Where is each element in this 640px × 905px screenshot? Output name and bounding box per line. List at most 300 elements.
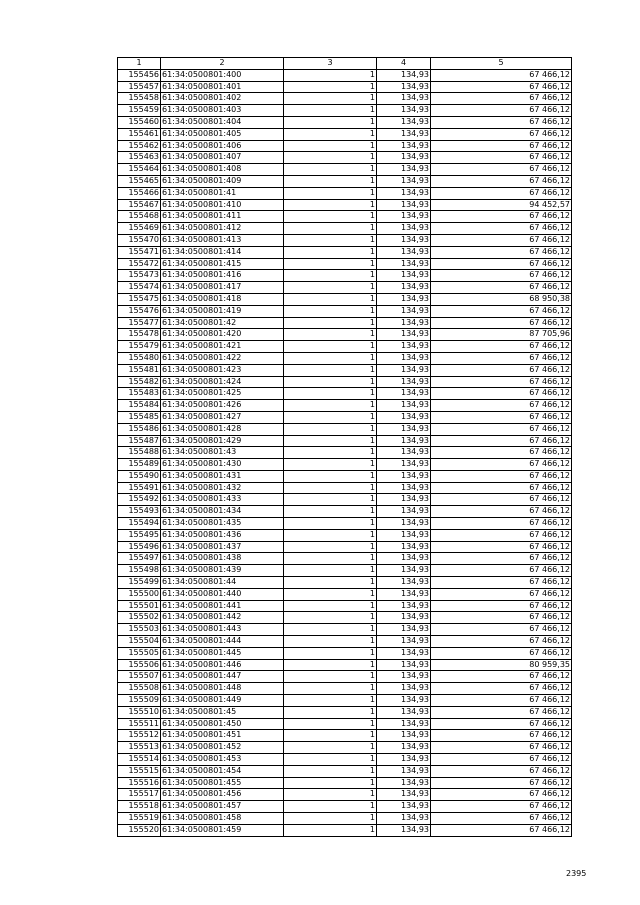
area-cell: 134,93 bbox=[377, 282, 431, 294]
value-cell: 67 466,12 bbox=[431, 577, 572, 589]
table-row bbox=[118, 282, 572, 294]
count-cell: 1 bbox=[284, 423, 377, 435]
count-cell: 1 bbox=[284, 400, 377, 412]
cadastral-number-cell: 61:34:0500801:427 bbox=[161, 411, 284, 423]
count-cell: 1 bbox=[284, 459, 377, 471]
area-cell: 134,93 bbox=[377, 647, 431, 659]
row-id-cell: 155520 bbox=[118, 824, 161, 836]
value-cell: 67 466,12 bbox=[431, 81, 572, 93]
value-cell: 67 466,12 bbox=[431, 612, 572, 624]
cadastral-number-cell: 61:34:0500801:424 bbox=[161, 376, 284, 388]
cadastral-number-cell: 61:34:0500801:429 bbox=[161, 435, 284, 447]
value-cell: 67 466,12 bbox=[431, 647, 572, 659]
cadastral-number-cell: 61:34:0500801:437 bbox=[161, 541, 284, 553]
cadastral-number-cell: 61:34:0500801:458 bbox=[161, 813, 284, 825]
area-cell: 134,93 bbox=[377, 364, 431, 376]
table-body bbox=[118, 69, 572, 836]
table-row bbox=[118, 624, 572, 636]
value-cell: 67 466,12 bbox=[431, 636, 572, 648]
table-row bbox=[118, 234, 572, 246]
row-id-cell: 155461 bbox=[118, 128, 161, 140]
table-row bbox=[118, 494, 572, 506]
table-row bbox=[118, 352, 572, 364]
cadastral-number-cell: 61:34:0500801:432 bbox=[161, 482, 284, 494]
header-col-5: 5 bbox=[431, 58, 572, 70]
row-id-cell: 155460 bbox=[118, 116, 161, 128]
table-row bbox=[118, 400, 572, 412]
table-row bbox=[118, 293, 572, 305]
area-cell: 134,93 bbox=[377, 199, 431, 211]
count-cell: 1 bbox=[284, 105, 377, 117]
count-cell: 1 bbox=[284, 93, 377, 105]
table-row bbox=[118, 754, 572, 766]
cadastral-number-cell: 61:34:0500801:41 bbox=[161, 187, 284, 199]
row-id-cell: 155465 bbox=[118, 175, 161, 187]
area-cell: 134,93 bbox=[377, 258, 431, 270]
area-cell: 134,93 bbox=[377, 506, 431, 518]
cadastral-number-cell: 61:34:0500801:408 bbox=[161, 164, 284, 176]
cadastral-number-cell: 61:34:0500801:409 bbox=[161, 175, 284, 187]
area-cell: 134,93 bbox=[377, 577, 431, 589]
count-cell: 1 bbox=[284, 636, 377, 648]
row-id-cell: 155491 bbox=[118, 482, 161, 494]
area-cell: 134,93 bbox=[377, 81, 431, 93]
cadastral-number-cell: 61:34:0500801:423 bbox=[161, 364, 284, 376]
cadastral-number-cell: 61:34:0500801:43 bbox=[161, 447, 284, 459]
table-row bbox=[118, 93, 572, 105]
table-row bbox=[118, 612, 572, 624]
row-id-cell: 155481 bbox=[118, 364, 161, 376]
cadastral-number-cell: 61:34:0500801:42 bbox=[161, 317, 284, 329]
cadastral-number-cell: 61:34:0500801:422 bbox=[161, 352, 284, 364]
value-cell: 67 466,12 bbox=[431, 789, 572, 801]
cadastral-number-cell: 61:34:0500801:442 bbox=[161, 612, 284, 624]
row-id-cell: 155485 bbox=[118, 411, 161, 423]
value-cell: 67 466,12 bbox=[431, 824, 572, 836]
row-id-cell: 155464 bbox=[118, 164, 161, 176]
area-cell: 134,93 bbox=[377, 423, 431, 435]
count-cell: 1 bbox=[284, 482, 377, 494]
count-cell: 1 bbox=[284, 518, 377, 530]
count-cell: 1 bbox=[284, 329, 377, 341]
table-row bbox=[118, 376, 572, 388]
table-row bbox=[118, 789, 572, 801]
value-cell: 67 466,12 bbox=[431, 718, 572, 730]
table-row bbox=[118, 341, 572, 353]
table-row bbox=[118, 529, 572, 541]
cadastral-number-cell: 61:34:0500801:440 bbox=[161, 588, 284, 600]
row-id-cell: 155489 bbox=[118, 459, 161, 471]
area-cell: 134,93 bbox=[377, 671, 431, 683]
cadastral-number-cell: 61:34:0500801:419 bbox=[161, 305, 284, 317]
cadastral-number-cell: 61:34:0500801:426 bbox=[161, 400, 284, 412]
cadastral-number-cell: 61:34:0500801:435 bbox=[161, 518, 284, 530]
cadastral-number-cell: 61:34:0500801:421 bbox=[161, 341, 284, 353]
table-row bbox=[118, 388, 572, 400]
cadastral-number-cell: 61:34:0500801:400 bbox=[161, 69, 284, 81]
row-id-cell: 155496 bbox=[118, 541, 161, 553]
table-row bbox=[118, 777, 572, 789]
value-cell: 67 466,12 bbox=[431, 541, 572, 553]
value-cell: 67 466,12 bbox=[431, 518, 572, 530]
area-cell: 134,93 bbox=[377, 659, 431, 671]
area-cell: 134,93 bbox=[377, 140, 431, 152]
row-id-cell: 155473 bbox=[118, 270, 161, 282]
row-id-cell: 155507 bbox=[118, 671, 161, 683]
header-col-3: 3 bbox=[284, 58, 377, 70]
row-id-cell: 155492 bbox=[118, 494, 161, 506]
cadastral-number-cell: 61:34:0500801:447 bbox=[161, 671, 284, 683]
row-id-cell: 155499 bbox=[118, 577, 161, 589]
header-col-1: 1 bbox=[118, 58, 161, 70]
table-row bbox=[118, 128, 572, 140]
area-cell: 134,93 bbox=[377, 69, 431, 81]
area-cell: 134,93 bbox=[377, 293, 431, 305]
count-cell: 1 bbox=[284, 588, 377, 600]
count-cell: 1 bbox=[284, 317, 377, 329]
table-row bbox=[118, 636, 572, 648]
value-cell: 67 466,12 bbox=[431, 128, 572, 140]
count-cell: 1 bbox=[284, 577, 377, 589]
count-cell: 1 bbox=[284, 506, 377, 518]
row-id-cell: 155467 bbox=[118, 199, 161, 211]
value-cell: 67 466,12 bbox=[431, 211, 572, 223]
count-cell: 1 bbox=[284, 789, 377, 801]
value-cell: 67 466,12 bbox=[431, 246, 572, 258]
cadastral-number-cell: 61:34:0500801:44 bbox=[161, 577, 284, 589]
cadastral-number-cell: 61:34:0500801:444 bbox=[161, 636, 284, 648]
cadastral-number-cell: 61:34:0500801:433 bbox=[161, 494, 284, 506]
table-row bbox=[118, 577, 572, 589]
value-cell: 67 466,12 bbox=[431, 588, 572, 600]
area-cell: 134,93 bbox=[377, 400, 431, 412]
area-cell: 134,93 bbox=[377, 765, 431, 777]
area-cell: 134,93 bbox=[377, 459, 431, 471]
value-cell: 67 466,12 bbox=[431, 175, 572, 187]
area-cell: 134,93 bbox=[377, 777, 431, 789]
table-row bbox=[118, 824, 572, 836]
table-row bbox=[118, 69, 572, 81]
cadastral-number-cell: 61:34:0500801:452 bbox=[161, 742, 284, 754]
value-cell: 67 466,12 bbox=[431, 223, 572, 235]
cadastral-number-cell: 61:34:0500801:439 bbox=[161, 565, 284, 577]
table-row bbox=[118, 588, 572, 600]
area-cell: 134,93 bbox=[377, 789, 431, 801]
count-cell: 1 bbox=[284, 683, 377, 695]
cadastral-number-cell: 61:34:0500801:449 bbox=[161, 695, 284, 707]
table-row bbox=[118, 116, 572, 128]
count-cell: 1 bbox=[284, 199, 377, 211]
count-cell: 1 bbox=[284, 813, 377, 825]
count-cell: 1 bbox=[284, 824, 377, 836]
value-cell: 67 466,12 bbox=[431, 565, 572, 577]
area-cell: 134,93 bbox=[377, 116, 431, 128]
count-cell: 1 bbox=[284, 69, 377, 81]
value-cell: 67 466,12 bbox=[431, 69, 572, 81]
count-cell: 1 bbox=[284, 187, 377, 199]
count-cell: 1 bbox=[284, 293, 377, 305]
count-cell: 1 bbox=[284, 81, 377, 93]
row-id-cell: 155468 bbox=[118, 211, 161, 223]
table-row bbox=[118, 164, 572, 176]
area-cell: 134,93 bbox=[377, 352, 431, 364]
cadastral-number-cell: 61:34:0500801:404 bbox=[161, 116, 284, 128]
value-cell: 67 466,12 bbox=[431, 411, 572, 423]
area-cell: 134,93 bbox=[377, 706, 431, 718]
count-cell: 1 bbox=[284, 164, 377, 176]
count-cell: 1 bbox=[284, 612, 377, 624]
cadastral-number-cell: 61:34:0500801:441 bbox=[161, 600, 284, 612]
cadastral-number-cell: 61:34:0500801:45 bbox=[161, 706, 284, 718]
count-cell: 1 bbox=[284, 647, 377, 659]
row-id-cell: 155497 bbox=[118, 553, 161, 565]
value-cell: 67 466,12 bbox=[431, 765, 572, 777]
data-table bbox=[117, 57, 572, 837]
count-cell: 1 bbox=[284, 140, 377, 152]
area-cell: 134,93 bbox=[377, 565, 431, 577]
cadastral-number-cell: 61:34:0500801:438 bbox=[161, 553, 284, 565]
row-id-cell: 155494 bbox=[118, 518, 161, 530]
row-id-cell: 155458 bbox=[118, 93, 161, 105]
cadastral-number-cell: 61:34:0500801:416 bbox=[161, 270, 284, 282]
cadastral-number-cell: 61:34:0500801:402 bbox=[161, 93, 284, 105]
count-cell: 1 bbox=[284, 364, 377, 376]
count-cell: 1 bbox=[284, 234, 377, 246]
row-id-cell: 155504 bbox=[118, 636, 161, 648]
count-cell: 1 bbox=[284, 352, 377, 364]
cadastral-number-cell: 61:34:0500801:412 bbox=[161, 223, 284, 235]
area-cell: 134,93 bbox=[377, 187, 431, 199]
table-row bbox=[118, 223, 572, 235]
area-cell: 134,93 bbox=[377, 636, 431, 648]
area-cell: 134,93 bbox=[377, 470, 431, 482]
table-row bbox=[118, 813, 572, 825]
area-cell: 134,93 bbox=[377, 341, 431, 353]
value-cell: 67 466,12 bbox=[431, 187, 572, 199]
value-cell: 67 466,12 bbox=[431, 742, 572, 754]
count-cell: 1 bbox=[284, 211, 377, 223]
area-cell: 134,93 bbox=[377, 742, 431, 754]
page-number: 2395 bbox=[566, 869, 587, 878]
value-cell: 67 466,12 bbox=[431, 447, 572, 459]
value-cell: 67 466,12 bbox=[431, 777, 572, 789]
row-id-cell: 155509 bbox=[118, 695, 161, 707]
cadastral-number-cell: 61:34:0500801:430 bbox=[161, 459, 284, 471]
table-row bbox=[118, 199, 572, 211]
value-cell: 67 466,12 bbox=[431, 482, 572, 494]
value-cell: 67 466,12 bbox=[431, 553, 572, 565]
value-cell: 67 466,12 bbox=[431, 683, 572, 695]
row-id-cell: 155475 bbox=[118, 293, 161, 305]
area-cell: 134,93 bbox=[377, 801, 431, 813]
area-cell: 134,93 bbox=[377, 376, 431, 388]
row-id-cell: 155457 bbox=[118, 81, 161, 93]
cadastral-number-cell: 61:34:0500801:401 bbox=[161, 81, 284, 93]
row-id-cell: 155470 bbox=[118, 234, 161, 246]
area-cell: 134,93 bbox=[377, 105, 431, 117]
value-cell: 67 466,12 bbox=[431, 270, 572, 282]
row-id-cell: 155482 bbox=[118, 376, 161, 388]
area-cell: 134,93 bbox=[377, 305, 431, 317]
value-cell: 68 950,38 bbox=[431, 293, 572, 305]
cadastral-number-cell: 61:34:0500801:456 bbox=[161, 789, 284, 801]
count-cell: 1 bbox=[284, 175, 377, 187]
row-id-cell: 155478 bbox=[118, 329, 161, 341]
cadastral-number-cell: 61:34:0500801:434 bbox=[161, 506, 284, 518]
area-cell: 134,93 bbox=[377, 388, 431, 400]
count-cell: 1 bbox=[284, 659, 377, 671]
count-cell: 1 bbox=[284, 435, 377, 447]
cadastral-number-cell: 61:34:0500801:443 bbox=[161, 624, 284, 636]
area-cell: 134,93 bbox=[377, 518, 431, 530]
table-row bbox=[118, 411, 572, 423]
row-id-cell: 155493 bbox=[118, 506, 161, 518]
table-row bbox=[118, 152, 572, 164]
table-row bbox=[118, 730, 572, 742]
table-header bbox=[118, 58, 572, 70]
row-id-cell: 155462 bbox=[118, 140, 161, 152]
cadastral-number-cell: 61:34:0500801:406 bbox=[161, 140, 284, 152]
row-id-cell: 155495 bbox=[118, 529, 161, 541]
area-cell: 134,93 bbox=[377, 482, 431, 494]
table-row bbox=[118, 258, 572, 270]
area-cell: 134,93 bbox=[377, 718, 431, 730]
table-row bbox=[118, 270, 572, 282]
cadastral-number-cell: 61:34:0500801:436 bbox=[161, 529, 284, 541]
table-row bbox=[118, 553, 572, 565]
area-cell: 134,93 bbox=[377, 541, 431, 553]
row-id-cell: 155474 bbox=[118, 282, 161, 294]
cadastral-number-cell: 61:34:0500801:446 bbox=[161, 659, 284, 671]
row-id-cell: 155480 bbox=[118, 352, 161, 364]
row-id-cell: 155513 bbox=[118, 742, 161, 754]
value-cell: 67 466,12 bbox=[431, 152, 572, 164]
row-id-cell: 155515 bbox=[118, 765, 161, 777]
row-id-cell: 155502 bbox=[118, 612, 161, 624]
count-cell: 1 bbox=[284, 801, 377, 813]
area-cell: 134,93 bbox=[377, 93, 431, 105]
value-cell: 67 466,12 bbox=[431, 494, 572, 506]
cadastral-number-cell: 61:34:0500801:454 bbox=[161, 765, 284, 777]
table-row bbox=[118, 81, 572, 93]
area-cell: 134,93 bbox=[377, 683, 431, 695]
row-id-cell: 155501 bbox=[118, 600, 161, 612]
table-row bbox=[118, 695, 572, 707]
count-cell: 1 bbox=[284, 541, 377, 553]
count-cell: 1 bbox=[284, 341, 377, 353]
table-row bbox=[118, 706, 572, 718]
count-cell: 1 bbox=[284, 128, 377, 140]
value-cell: 67 466,12 bbox=[431, 282, 572, 294]
area-cell: 134,93 bbox=[377, 329, 431, 341]
table-row bbox=[118, 765, 572, 777]
area-cell: 134,93 bbox=[377, 435, 431, 447]
table-row bbox=[118, 459, 572, 471]
header-col-2: 2 bbox=[161, 58, 284, 70]
area-cell: 134,93 bbox=[377, 529, 431, 541]
count-cell: 1 bbox=[284, 152, 377, 164]
cadastral-number-cell: 61:34:0500801:420 bbox=[161, 329, 284, 341]
cadastral-number-cell: 61:34:0500801:407 bbox=[161, 152, 284, 164]
value-cell: 67 466,12 bbox=[431, 400, 572, 412]
count-cell: 1 bbox=[284, 718, 377, 730]
area-cell: 134,93 bbox=[377, 730, 431, 742]
cadastral-number-cell: 61:34:0500801:457 bbox=[161, 801, 284, 813]
value-cell: 67 466,12 bbox=[431, 423, 572, 435]
row-id-cell: 155506 bbox=[118, 659, 161, 671]
row-id-cell: 155484 bbox=[118, 400, 161, 412]
value-cell: 67 466,12 bbox=[431, 105, 572, 117]
count-cell: 1 bbox=[284, 706, 377, 718]
area-cell: 134,93 bbox=[377, 600, 431, 612]
row-id-cell: 155463 bbox=[118, 152, 161, 164]
value-cell: 67 466,12 bbox=[431, 140, 572, 152]
count-cell: 1 bbox=[284, 624, 377, 636]
count-cell: 1 bbox=[284, 553, 377, 565]
area-cell: 134,93 bbox=[377, 211, 431, 223]
table-row bbox=[118, 423, 572, 435]
cadastral-number-cell: 61:34:0500801:451 bbox=[161, 730, 284, 742]
table-row bbox=[118, 329, 572, 341]
value-cell: 67 466,12 bbox=[431, 388, 572, 400]
count-cell: 1 bbox=[284, 270, 377, 282]
row-id-cell: 155500 bbox=[118, 588, 161, 600]
row-id-cell: 155476 bbox=[118, 305, 161, 317]
table-row bbox=[118, 659, 572, 671]
table-row bbox=[118, 435, 572, 447]
table-row bbox=[118, 647, 572, 659]
area-cell: 134,93 bbox=[377, 553, 431, 565]
table-row bbox=[118, 211, 572, 223]
cadastral-number-cell: 61:34:0500801:425 bbox=[161, 388, 284, 400]
count-cell: 1 bbox=[284, 742, 377, 754]
table-row bbox=[118, 683, 572, 695]
area-cell: 134,93 bbox=[377, 270, 431, 282]
row-id-cell: 155508 bbox=[118, 683, 161, 695]
table-row bbox=[118, 482, 572, 494]
header-col-4: 4 bbox=[377, 58, 431, 70]
area-cell: 134,93 bbox=[377, 494, 431, 506]
cadastral-number-cell: 61:34:0500801:413 bbox=[161, 234, 284, 246]
area-cell: 134,93 bbox=[377, 447, 431, 459]
row-id-cell: 155456 bbox=[118, 69, 161, 81]
count-cell: 1 bbox=[284, 258, 377, 270]
area-cell: 134,93 bbox=[377, 164, 431, 176]
row-id-cell: 155483 bbox=[118, 388, 161, 400]
row-id-cell: 155466 bbox=[118, 187, 161, 199]
value-cell: 67 466,12 bbox=[431, 352, 572, 364]
row-id-cell: 155516 bbox=[118, 777, 161, 789]
cadastral-number-cell: 61:34:0500801:410 bbox=[161, 199, 284, 211]
count-cell: 1 bbox=[284, 411, 377, 423]
cadastral-number-cell: 61:34:0500801:405 bbox=[161, 128, 284, 140]
row-id-cell: 155490 bbox=[118, 470, 161, 482]
value-cell: 67 466,12 bbox=[431, 305, 572, 317]
value-cell: 67 466,12 bbox=[431, 93, 572, 105]
table-row bbox=[118, 305, 572, 317]
value-cell: 67 466,12 bbox=[431, 459, 572, 471]
value-cell: 80 959,35 bbox=[431, 659, 572, 671]
cadastral-number-cell: 61:34:0500801:414 bbox=[161, 246, 284, 258]
area-cell: 134,93 bbox=[377, 695, 431, 707]
count-cell: 1 bbox=[284, 600, 377, 612]
value-cell: 67 466,12 bbox=[431, 470, 572, 482]
table-row bbox=[118, 140, 572, 152]
value-cell: 67 466,12 bbox=[431, 529, 572, 541]
row-id-cell: 155471 bbox=[118, 246, 161, 258]
cadastral-number-cell: 61:34:0500801:417 bbox=[161, 282, 284, 294]
row-id-cell: 155459 bbox=[118, 105, 161, 117]
